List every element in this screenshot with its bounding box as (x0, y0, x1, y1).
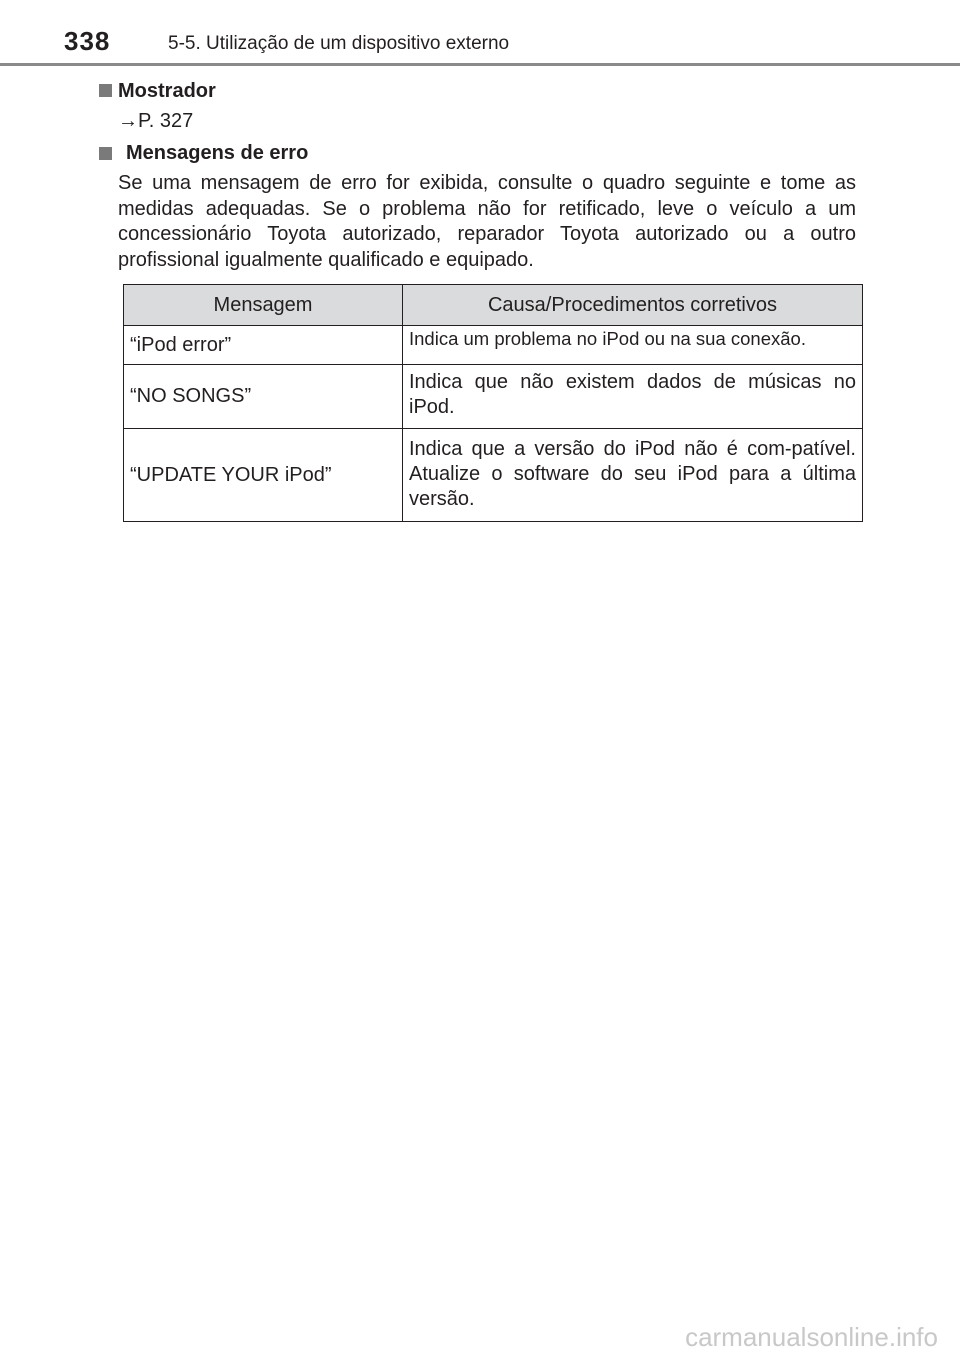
square-bullet-icon (99, 84, 112, 97)
watermark: carmanualsonline.info (685, 1322, 938, 1352)
section-title: 5-5. Utilização de um dispositivo externo (168, 33, 510, 54)
page-reference: →P. 327 (118, 110, 194, 132)
cause-cell: Indica que a versão do iPod não é com-patível. Atualize o software do seu iPod para a última versão. (403, 429, 863, 522)
error-messages-table (123, 284, 863, 522)
cause-cell: Indica um problema no iPod ou na sua conexão. (403, 326, 863, 365)
page-number: 338 (64, 26, 111, 56)
message-cell: “NO SONGS” (124, 365, 403, 429)
table-header-row (124, 285, 863, 326)
page-header (0, 0, 960, 66)
header-divider (0, 63, 960, 66)
message-cell: “UPDATE YOUR iPod” (124, 429, 403, 522)
column-header-cause: Causa/Procedimentos corretivos (403, 285, 863, 326)
square-bullet-icon (99, 147, 112, 160)
table-row (124, 429, 863, 522)
table-row (124, 326, 863, 365)
cause-cell: Indica que não existem dados de músicas no iPod. (403, 365, 863, 429)
message-cell: “iPod error” (124, 326, 403, 365)
heading-mostrador: Mostrador (118, 80, 216, 102)
column-header-message: Mensagem (124, 285, 403, 326)
heading-mensagens-de-erro: Mensagens de erro (126, 142, 309, 164)
table-row (124, 365, 863, 429)
intro-paragraph: Se uma mensagem de erro for exibida, consulte o quadro seguinte e tome as medidas adequadas. Se o problema não for retificado, leve o veículo a um concessionário Toyota autorizado, reparador Toyota autorizado ou a outro profissional igualmente qualificado e equipado. (118, 172, 856, 271)
